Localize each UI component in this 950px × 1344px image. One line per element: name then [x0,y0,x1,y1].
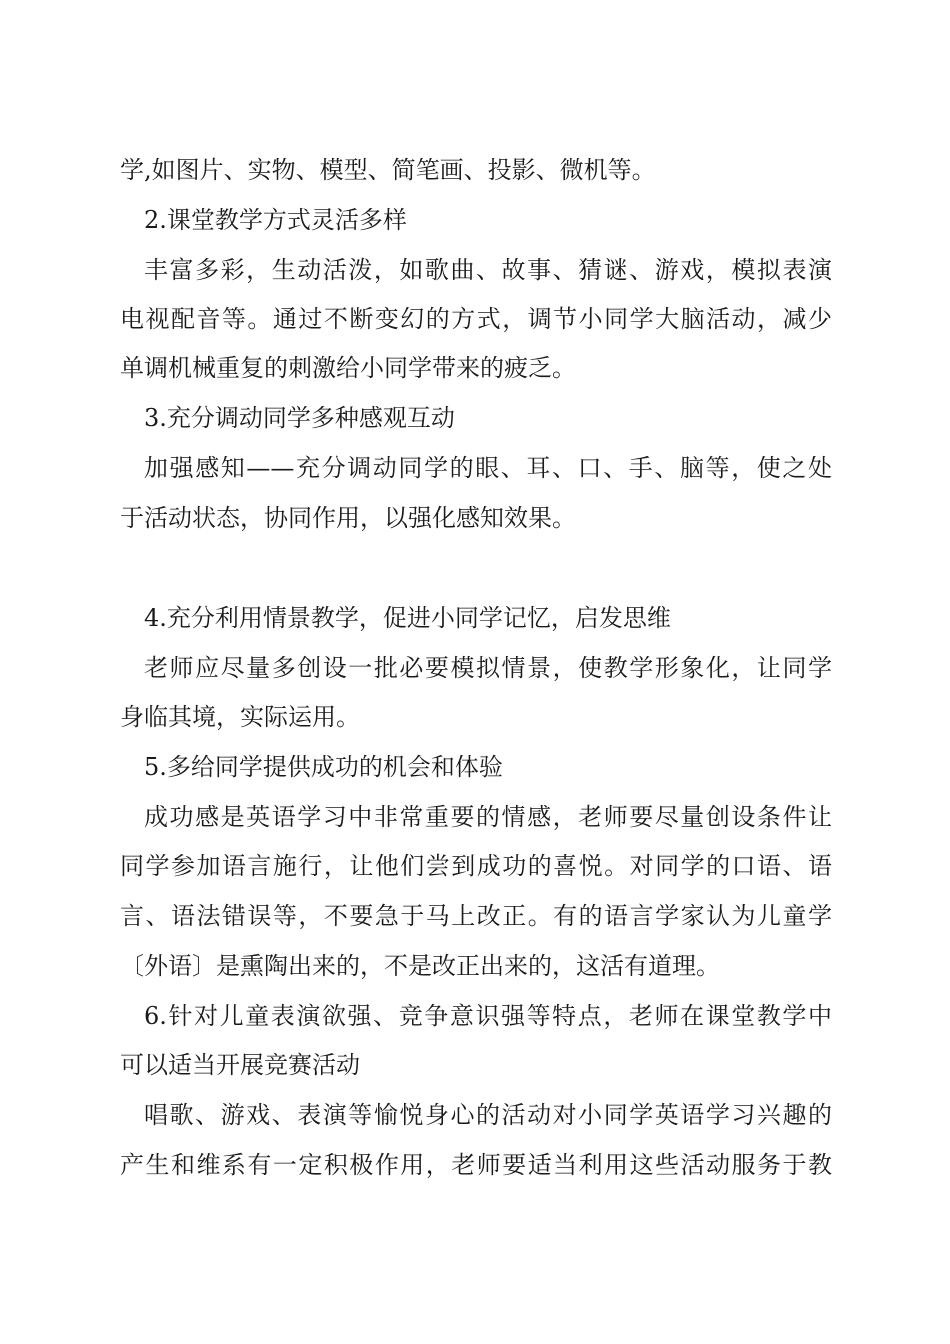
text-line: 电视配音等。通过不断变幻的方式，调节小同学大脑活动，减少 [120,305,832,333]
text-line: 产生和维系有一定积极作用，老师要适当利用这些活动服务于教 [120,1151,832,1179]
section-heading: 可以适当开展竞赛活动 [120,1051,360,1079]
section-heading: 3.充分调动同学多种感观互动 [144,404,455,432]
text-line: 丰富多彩，生动活泼，如歌曲、故事、猜谜、游戏，模拟表演 [144,256,832,284]
text-line: 于活动状态，协同作用，以强化感知效果。 [120,504,576,532]
text-line: 身临其境，实际运用。 [120,703,360,731]
text-line: 成功感是英语学习中非常重要的情感，老师要尽量创设条件让 [144,803,832,831]
text-line: 言、语法错误等，不要急于马上改正。有的语言学家认为儿童学 [120,902,832,930]
text-line: 〔外语〕是熏陶出来的，不是改正出来的，这活有道理。 [120,952,720,980]
text-line: 加强感知——充分调动同学的眼、耳、口、手、脑等，使之处 [144,454,832,482]
section-heading: 4.充分利用情景教学，促进小同学记忆，启发思维 [144,604,671,632]
text-line: 唱歌、游戏、表演等愉悦身心的活动对小同学英语学习兴趣的 [144,1101,832,1129]
text-line: 单调机械重复的刺激给小同学带来的疲乏。 [120,354,576,382]
section-heading: 6.针对儿童表演欲强、竞争意识强等特点，老师在课堂教学中 [144,1002,832,1030]
section-heading: 5.多给同学提供成功的机会和体验 [144,753,503,781]
text-line: 学,如图片、实物、模型、简笔画、投影、微机等。 [120,156,656,184]
section-heading: 2.课堂教学方式灵活多样 [144,206,407,234]
text-line: 同学参加语言施行，让他们尝到成功的喜悦。对同学的口语、语 [120,852,832,880]
text-line: 老师应尽量多创设一批必要模拟情景，使教学形象化，让同学 [144,654,832,682]
